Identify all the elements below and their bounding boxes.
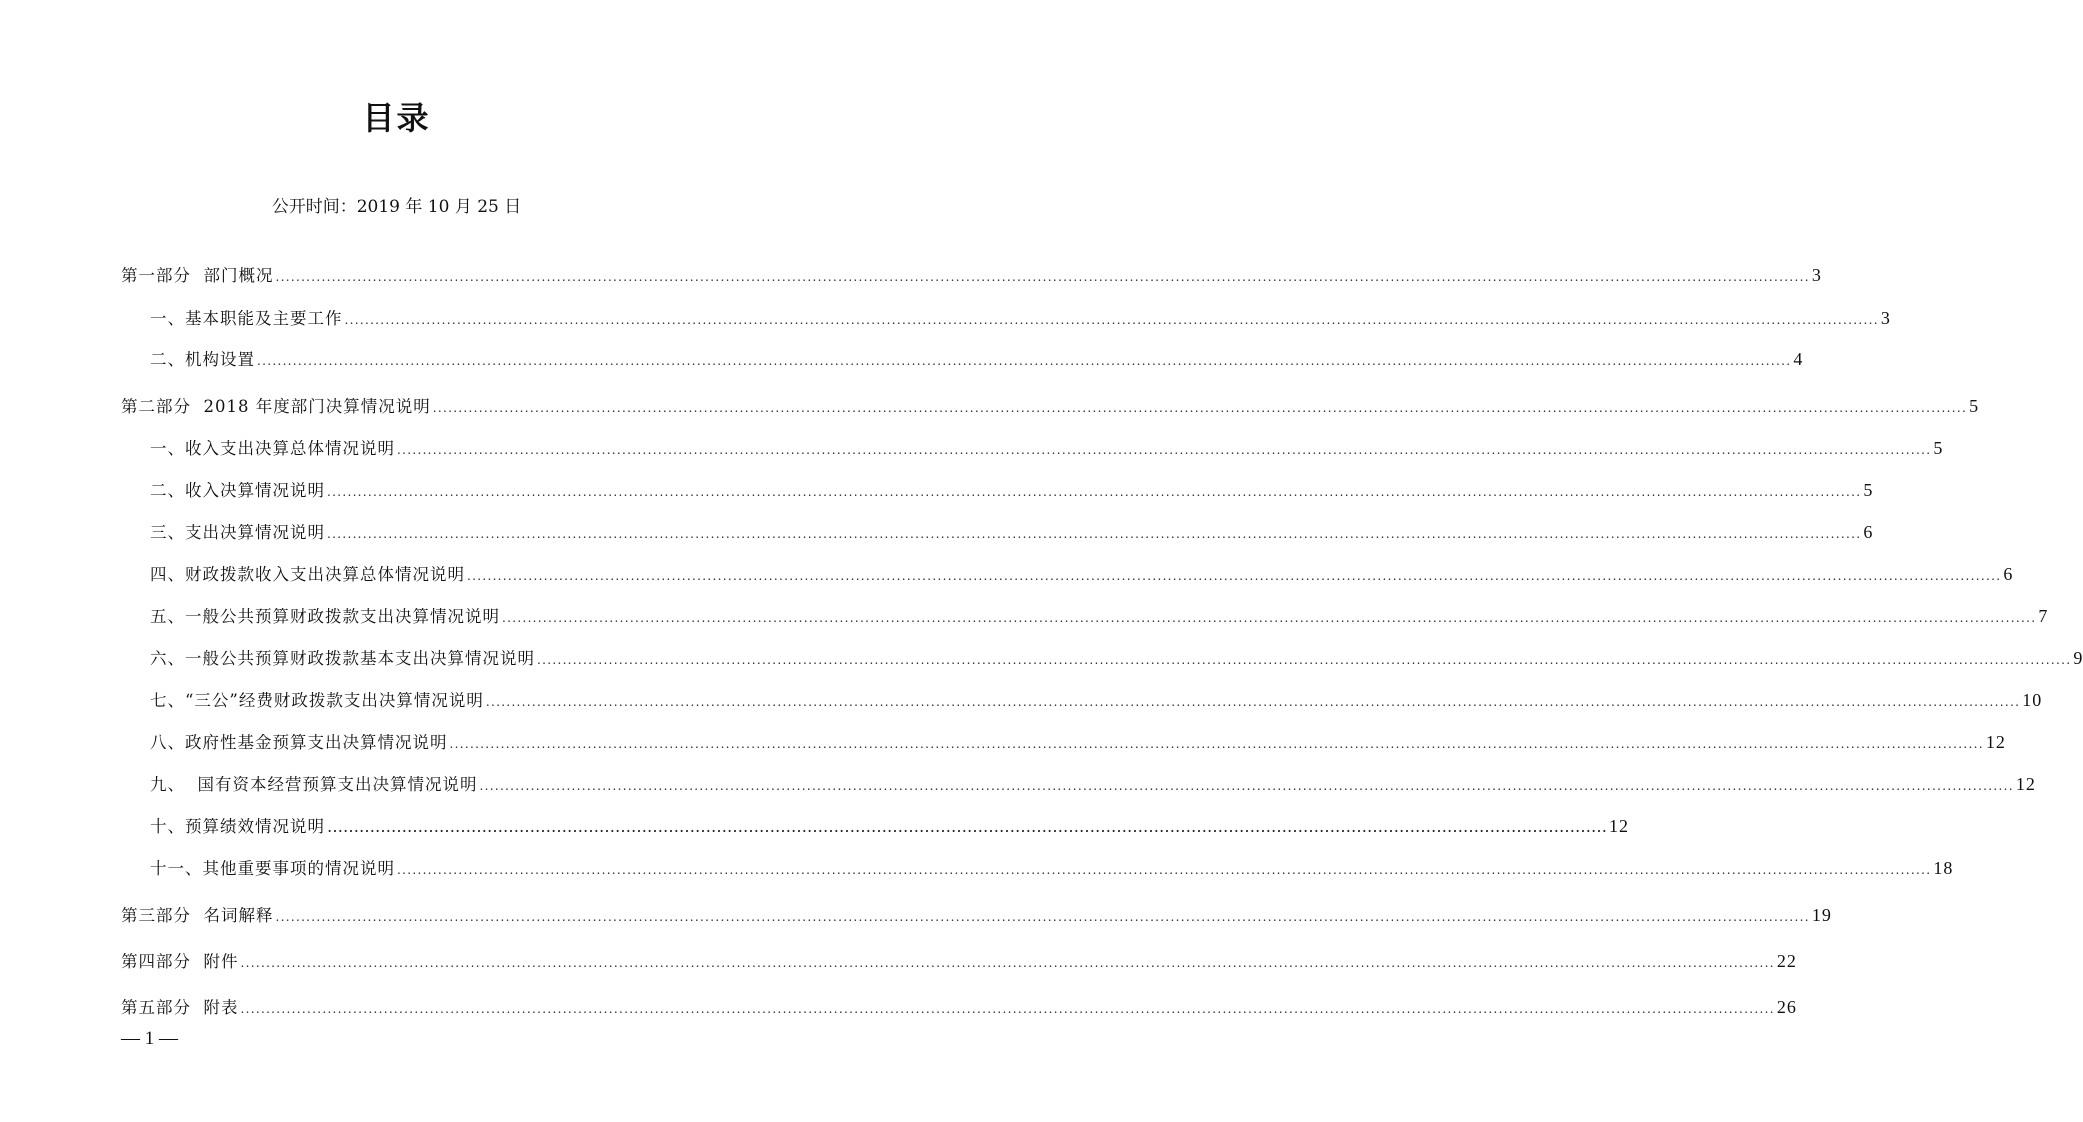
toc-leader-dots: …………………………………………………………………………………………………………………………………………………………………………………………………………………… [327, 817, 1607, 836]
toc-entry-page: 12 [1985, 732, 2006, 752]
toc-entry[interactable] [150, 303, 1891, 333]
toc-leader-dots: ............................................................................................................................................................................................................................................................................................................ [344, 313, 1879, 327]
toc-entry-label: 第三部分 名词解释 [121, 906, 274, 925]
toc-leader-dots: ............................................................................................................................................................................................................................................................................................................ [275, 910, 1810, 924]
toc-entry-label: 三、支出决算情况说明 [150, 523, 325, 542]
toc-entry-page: 6 [2003, 564, 2014, 584]
page-number-footer: — 1 — [121, 1028, 178, 1049]
toc-entry-label: 十一、其他重要事项的情况说明 [150, 859, 395, 878]
toc-entry[interactable] [150, 811, 1629, 841]
publish-date: 公开时间：2019 年 10 月 25 日 [271, 197, 522, 217]
toc-leader-dots: ............................................................................................................................................................................................................................................................................................................ [449, 737, 1984, 751]
toc-leader-dots: ............................................................................................................................................................................................................................................................................................................ [275, 270, 1810, 284]
toc-entry-page: 7 [2038, 606, 2049, 626]
toc-entry-page: 26 [1776, 997, 1797, 1017]
toc-entry-page: 12 [2015, 774, 2036, 794]
toc-entry-page: 22 [1776, 951, 1797, 971]
toc-entry[interactable] [150, 433, 1944, 463]
toc-entry[interactable] [121, 946, 1797, 976]
page-title: 目录 [362, 99, 431, 137]
toc-entry[interactable] [150, 643, 2083, 673]
toc-leader-dots: ............................................................................................................................................................................................................................................................................................................ [327, 485, 1862, 499]
toc-entry-label: 一、收入支出决算总体情况说明 [150, 439, 395, 458]
toc-entry-label: 第二部分 2018 年度部门决算情况说明 [121, 397, 431, 416]
toc-entry-label: 第一部分 部门概况 [121, 266, 274, 285]
toc-entry-label: 一、基本职能及主要工作 [150, 309, 343, 328]
toc-leader-dots: ............................................................................................................................................................................................................................................................................................................ [485, 695, 2021, 709]
toc-entry[interactable] [121, 992, 1797, 1022]
toc-entry[interactable] [150, 601, 2049, 631]
toc-entry[interactable] [121, 391, 1980, 421]
toc-entry-label: 八、政府性基金预算支出决算情况说明 [150, 733, 448, 752]
toc-entry[interactable] [150, 769, 2036, 799]
toc-leader-dots: ............................................................................................................................................................................................................................................................................................................ [467, 569, 2002, 583]
toc-leader-dots: ............................................................................................................................................................................................................................................................................................................ [397, 443, 1932, 457]
toc-leader-dots: ............................................................................................................................................................................................................................................................................................................ [257, 354, 1792, 368]
toc-entry-page: 5 [1863, 480, 1874, 500]
toc-entry-label: 二、机构设置 [150, 350, 255, 369]
toc-leader-dots: ............................................................................................................................................................................................................................................................................................................ [432, 401, 1968, 415]
toc-leader-dots: ............................................................................................................................................................................................................................................................................................................ [327, 527, 1862, 541]
toc-entry[interactable] [121, 260, 1822, 290]
toc-entry-label: 十、预算绩效情况说明 [150, 817, 325, 836]
toc-leader-dots: ............................................................................................................................................................................................................................................................................................................ [479, 779, 2014, 793]
toc-entry[interactable] [150, 475, 1874, 505]
toc-entry-label: 九、 国有资本经营预算支出决算情况说明 [150, 775, 478, 794]
toc-leader-dots: ............................................................................................................................................................................................................................................................................................................ [240, 1002, 1775, 1016]
toc-entry-page: 9 [2073, 648, 2083, 668]
toc-entry-label: 第四部分 附件 [121, 952, 239, 971]
toc-entry-page: 10 [2022, 690, 2043, 710]
toc-entry-page: 5 [1933, 438, 1944, 458]
toc-entry[interactable] [150, 344, 1804, 374]
toc-entry-page: 4 [1793, 349, 1804, 369]
toc-entry[interactable] [150, 727, 2006, 757]
toc-leader-dots: ............................................................................................................................................................................................................................................................................................................ [537, 653, 2072, 667]
toc-entry-page: 5 [1969, 396, 1980, 416]
toc-entry[interactable] [150, 517, 1874, 547]
toc-entry[interactable] [150, 685, 2043, 715]
toc-entry-label: 四、财政拨款收入支出决算总体情况说明 [150, 565, 465, 584]
toc-entry-page: 6 [1863, 522, 1874, 542]
toc-leader-dots: ............................................................................................................................................................................................................................................................................................................ [240, 956, 1775, 970]
toc-entry-label: 第五部分 附表 [121, 998, 239, 1017]
toc-entry[interactable] [121, 900, 1832, 930]
toc-entry[interactable] [150, 853, 1954, 883]
toc-leader-dots: ............................................................................................................................................................................................................................................................................................................ [502, 611, 2037, 625]
toc-entry-page: 19 [1811, 905, 1832, 925]
toc-entry-page: 18 [1933, 858, 1954, 878]
toc-entry-label: 二、收入决算情况说明 [150, 481, 325, 500]
toc-entry-page: 12 [1609, 816, 1629, 836]
toc-entry-page: 3 [1811, 265, 1822, 285]
toc-entry-label: 六、一般公共预算财政拨款基本支出决算情况说明 [150, 649, 535, 668]
toc-entry[interactable] [150, 559, 2014, 589]
toc-leader-dots: ............................................................................................................................................................................................................................................................................................................ [397, 863, 1932, 877]
toc-entry-label: 五、一般公共预算财政拨款支出决算情况说明 [150, 607, 500, 626]
toc-entry-label: 七、“三公”经费财政拨款支出决算情况说明 [150, 691, 484, 710]
toc-entry-page: 3 [1880, 308, 1891, 328]
